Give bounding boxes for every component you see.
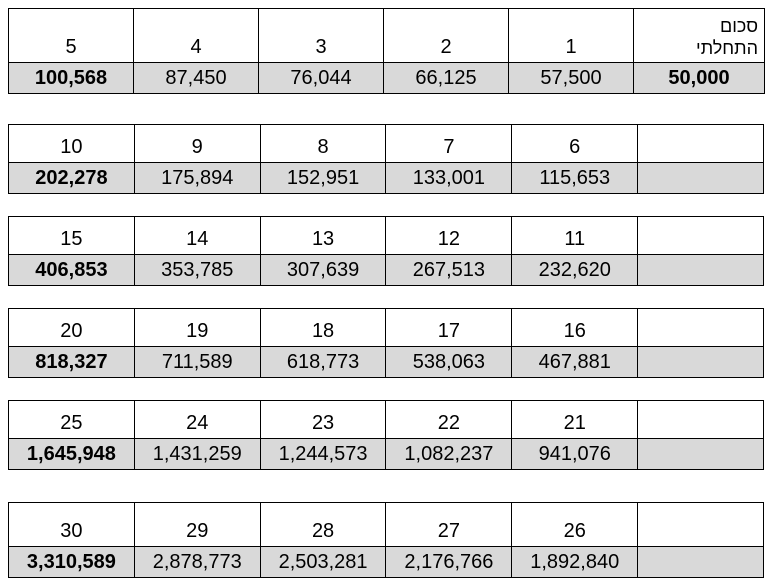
header-row [9,125,764,163]
value-row [9,63,765,94]
value-row [9,163,764,194]
value-cell: 267,513 [386,255,512,286]
header-cell: 2 [384,9,509,63]
header-cell: 19 [134,309,260,347]
header-cell: 16 [512,309,638,347]
value-cell-total: 202,278 [9,163,135,194]
value-cell: 133,001 [386,163,512,194]
header-cell: 5 [9,9,134,63]
header-cell: 30 [9,503,135,547]
value-cell: 2,878,773 [134,547,260,578]
value-cell: 711,589 [134,347,260,378]
header-cell: 6 [512,125,638,163]
header-cell: 10 [9,125,135,163]
start-value: 50,000 [634,63,765,94]
empty-cell [638,503,764,547]
table-block-5 [8,400,764,470]
header-cell: 21 [512,401,638,439]
value-cell: 2,176,766 [386,547,512,578]
header-cell: 14 [134,217,260,255]
header-cell: 1 [509,9,634,63]
value-cell: 66,125 [384,63,509,94]
empty-cell [638,255,764,286]
header-cell: 13 [260,217,386,255]
empty-cell [638,125,764,163]
value-cell: 175,894 [134,163,260,194]
header-cell: 15 [9,217,135,255]
value-cell-total: 406,853 [9,255,135,286]
value-cell: 941,076 [512,439,638,470]
table-block-6 [8,502,764,578]
value-cell: 353,785 [134,255,260,286]
value-cell: 76,044 [259,63,384,94]
start-label-line2: התחלתי [696,38,758,58]
header-cell: 9 [134,125,260,163]
header-cell: 24 [134,401,260,439]
header-cell: 28 [260,503,386,547]
empty-cell [638,309,764,347]
value-row [9,547,764,578]
value-cell-total: 1,645,948 [9,439,135,470]
value-cell: 2,503,281 [260,547,386,578]
value-cell: 1,082,237 [386,439,512,470]
empty-cell [638,347,764,378]
table-block-2 [8,124,764,194]
value-cell-total: 3,310,589 [9,547,135,578]
header-cell: 22 [386,401,512,439]
header-cell: 26 [512,503,638,547]
table-block-3 [8,216,764,286]
header-cell: 23 [260,401,386,439]
value-cell: 1,892,840 [512,547,638,578]
header-cell: 8 [260,125,386,163]
value-row [9,255,764,286]
value-cell: 57,500 [509,63,634,94]
start-label [634,9,765,63]
header-cell: 20 [9,309,135,347]
value-cell: 618,773 [260,347,386,378]
value-cell: 1,431,259 [134,439,260,470]
table-block-4 [8,308,764,378]
start-label-line1: סכום [720,16,758,36]
value-row [9,347,764,378]
value-row [9,439,764,470]
value-cell-total: 100,568 [9,63,134,94]
table-block-1 [8,8,765,94]
header-row [9,217,764,255]
header-cell: 12 [386,217,512,255]
value-cell-total: 818,327 [9,347,135,378]
header-cell: 18 [260,309,386,347]
empty-cell [638,163,764,194]
empty-cell [638,401,764,439]
header-cell: 4 [134,9,259,63]
value-cell: 152,951 [260,163,386,194]
header-row [9,401,764,439]
value-cell: 538,063 [386,347,512,378]
value-cell: 232,620 [512,255,638,286]
header-cell: 3 [259,9,384,63]
value-cell: 1,244,573 [260,439,386,470]
header-cell: 27 [386,503,512,547]
header-row [9,9,765,63]
header-cell: 25 [9,401,135,439]
header-cell: 7 [386,125,512,163]
header-cell: 17 [386,309,512,347]
value-cell: 307,639 [260,255,386,286]
value-cell: 115,653 [512,163,638,194]
empty-cell [638,217,764,255]
empty-cell [638,547,764,578]
value-cell: 87,450 [134,63,259,94]
empty-cell [638,439,764,470]
header-row [9,503,764,547]
header-row [9,309,764,347]
header-cell: 29 [134,503,260,547]
value-cell: 467,881 [512,347,638,378]
header-cell: 11 [512,217,638,255]
